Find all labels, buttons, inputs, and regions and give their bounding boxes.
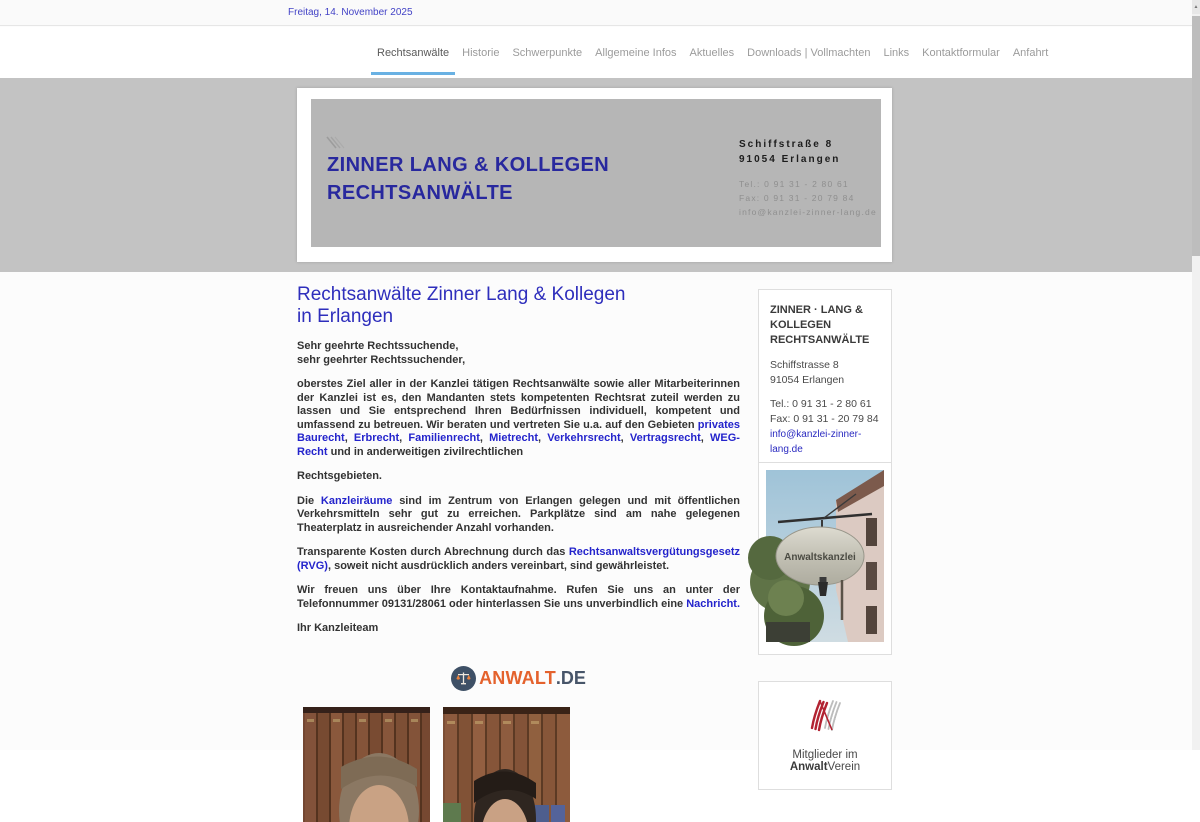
text-segment: , (538, 432, 547, 444)
text-segment: und in anderweitigen zivilrechtlichen (328, 446, 524, 458)
anwalt-de-logo-link[interactable] (451, 666, 586, 691)
lawyer-photo-1 (303, 707, 430, 822)
text-segment: , (345, 432, 354, 444)
banner-city: 91054 Erlangen (739, 152, 840, 167)
nav-item-kontaktformular[interactable]: Kontaktformular (916, 27, 1006, 78)
text-link[interactable]: Kanzleiräume (321, 495, 393, 507)
text-segment: Rechtsgebieten. (297, 470, 382, 482)
banner-address (739, 137, 840, 167)
text-segment: Ihr Kanzleiteam (297, 622, 378, 634)
sidebar-street: Schiffstrasse 8 (770, 358, 880, 373)
banner-contact (739, 177, 877, 219)
intro-greeting (297, 340, 740, 367)
text-link[interactable]: Rechtsanwaltsvergütungsgesetz (RVG) (297, 546, 740, 572)
page-title-line1: Rechtsanwälte Zinner Lang & Kollegen (297, 284, 625, 305)
location-paragraph (297, 495, 740, 536)
text-link[interactable]: Nachricht. (686, 598, 740, 610)
office-sign-text: Anwaltskanzlei (784, 552, 856, 563)
nav-item-allgemeine-infos[interactable]: Allgemeine Infos (589, 27, 682, 78)
member-text-prefix: Mitglieder im (792, 749, 857, 761)
main-content (297, 284, 740, 822)
office-sign-photo (766, 470, 884, 642)
sidebar-firm-name: ZINNER · LANG & KOLLEGEN RECHTSANWÄLTE (770, 303, 880, 348)
sidebar-tel: Tel.: 0 91 31 - 2 80 61 (770, 397, 880, 412)
text-segment: , (399, 432, 408, 444)
signature-paragraph (297, 622, 740, 636)
scrollbar-up-button[interactable]: ▲ (1192, 0, 1200, 14)
date-bar (0, 0, 1200, 26)
sidebar-fax: Fax: 0 91 31 - 20 79 84 (770, 412, 880, 427)
main-nav (0, 27, 1200, 78)
nav-item-anfahrt[interactable]: Anfahrt (1007, 27, 1054, 78)
text-segment: Transparente Kosten durch Abrechnung durch das (297, 546, 569, 558)
page-title (297, 284, 740, 327)
text-segment: sehr geehrter Rechtssuchender, (297, 354, 465, 366)
text-segment: Die (297, 495, 321, 507)
text-segment: , (480, 432, 489, 444)
text-segment: Wir freuen uns über Ihre Kontaktaufnahme. Rufen Sie uns an unter der Telefonnummer 09131/28061 oder hinterlassen Sie uns unverbindlich eine (297, 584, 740, 610)
firm-banner (311, 99, 881, 247)
scales-icon (451, 666, 476, 691)
banner-email: info@kanzlei-zinner-lang.de (739, 205, 877, 219)
text-segment: , soweit nicht ausdrücklich anders vereinbart, sind gewährleistet. (328, 560, 669, 572)
sidebar-office-photo-card (758, 462, 892, 655)
costs-paragraph (297, 546, 740, 573)
intro-paragraph (297, 378, 740, 459)
sidebar-email-link[interactable]: info@kanzlei-zinner-lang.de (770, 427, 880, 457)
member-text-suffix: Verein (828, 761, 861, 773)
banner-tel: Tel.: 0 91 31 - 2 80 61 (739, 177, 877, 191)
nav-item-historie[interactable]: Historie (456, 27, 505, 78)
vertical-scrollbar (1192, 0, 1200, 750)
nav-item-rechtsanwaelte[interactable]: Rechtsanwälte (371, 27, 455, 78)
text-link[interactable]: Verkehrsrecht (547, 432, 620, 444)
nav-item-aktuelles[interactable]: Aktuelles (684, 27, 741, 78)
anwaltverein-member-text (767, 749, 883, 773)
anwalt-de-tld: .DE (556, 668, 586, 689)
banner-fax: Fax: 0 91 31 - 20 79 84 (739, 191, 877, 205)
header-card (297, 88, 892, 262)
scrollbar-thumb[interactable] (1192, 16, 1200, 256)
contact-paragraph (297, 584, 740, 611)
firm-logo-marks-icon (325, 135, 347, 151)
nav-item-links[interactable]: Links (877, 27, 915, 78)
text-link[interactable]: WEG-Recht (297, 432, 740, 458)
text-link[interactable]: Mietrecht (489, 432, 538, 444)
sidebar-city: 91054 Erlangen (770, 373, 880, 388)
firm-name (327, 151, 609, 207)
text-link[interactable]: Familienrecht (408, 432, 480, 444)
member-text-bold: Anwalt (790, 761, 828, 773)
text-segment: oberstes Ziel aller in der Kanzlei tätigen Rechtsanwälte sowie aller Mitarbeiterinnen der Kanzlei ist es, den Mandanten stets kompetenten Rechtsrat zuteil werden zu lassen und Sie entsprechend Ihren Bedürfnissen individuell, kompetent und umfassend zu betreuen. Wir beraten und vertreten Sie u.a. auf den Gebieten (297, 378, 740, 431)
text-link[interactable]: Vertragsrecht (630, 432, 701, 444)
firm-name-line1: ZINNER LANG & KOLLEGEN (327, 154, 609, 176)
anwalt-de-wordmark: ANWALT (479, 668, 556, 689)
intro-paragraph (297, 470, 740, 484)
text-link[interactable]: privates Baurecht (297, 419, 740, 445)
lawyer-photos-row (297, 707, 740, 822)
text-segment: , (701, 432, 710, 444)
banner-street: Schiffstraße 8 (739, 137, 840, 152)
sidebar-anwaltverein-card (758, 681, 892, 790)
sidebar-contact-card (758, 289, 892, 472)
text-segment: sind im Zentrum von Erlangen gelegen und mit öffentlichen Verkehrsmitteln sehr gut zu erreichen. Parkplätze sind am nahe gelegenen Theaterplatz in ausreichender Anzahl vorhanden. (297, 495, 740, 534)
page-title-line2: in Erlangen (297, 306, 393, 327)
text-link[interactable]: Erbrecht (354, 432, 399, 444)
text-segment: , (621, 432, 630, 444)
anwaltverein-logo-icon (804, 696, 846, 736)
lawyer-photo-2 (443, 707, 570, 822)
anwalt-de-row (297, 666, 740, 691)
nav-item-schwerpunkte[interactable]: Schwerpunkte (506, 27, 588, 78)
firm-name-line2: RECHTSANWÄLTE (327, 182, 513, 204)
current-date: Freitag, 14. November 2025 (288, 7, 413, 18)
nav-item-downloads-vollmachten[interactable]: Downloads | Vollmachten (741, 27, 876, 78)
text-segment: Sehr geehrte Rechtssuchende, (297, 340, 458, 352)
